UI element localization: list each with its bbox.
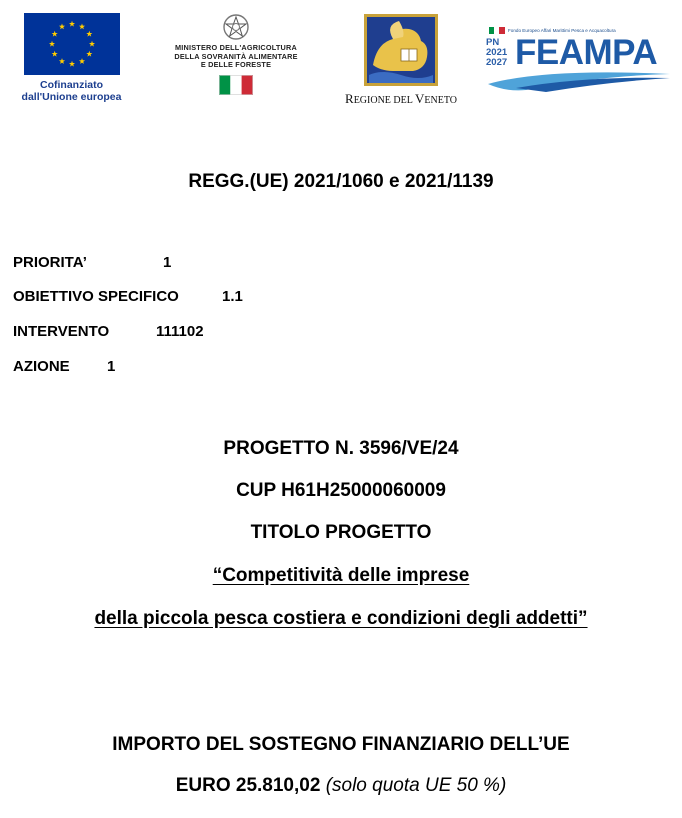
- veneto-rest-1: EGIONE DEL: [353, 95, 415, 106]
- project-title-line2: [0, 607, 682, 631]
- field-azione: [13, 358, 116, 376]
- regione-veneto-name: [336, 91, 466, 107]
- project-title-line1: [0, 564, 682, 588]
- ministero-name: [153, 44, 319, 70]
- field-obiettivo-label: OBIETTIVO SPECIFICO: [13, 288, 179, 305]
- italian-emblem-icon: [221, 12, 251, 42]
- funding-note: (solo quota UE 50 %): [325, 775, 507, 796]
- project-title-line1-text: “Competitività delle imprese: [212, 565, 470, 586]
- eu-logo: [14, 13, 129, 103]
- field-azione-label: AZIONE: [13, 358, 70, 375]
- feampa-programme: [486, 38, 514, 68]
- field-azione-value: 1: [107, 358, 116, 375]
- eu-mini-flag-icon: [489, 27, 505, 34]
- funding-amount-line: [0, 774, 682, 798]
- field-priorita-value: 1: [163, 254, 172, 271]
- field-intervento-label: INTERVENTO: [13, 323, 110, 340]
- project-number: PROGETTO N. 3596/VE/24: [223, 438, 459, 459]
- veneto-initial-r: R: [345, 91, 354, 106]
- field-priorita: [13, 254, 172, 272]
- ministero-line2: DELLA SOVRANITÀ ALIMENTARE: [174, 51, 298, 61]
- field-obiettivo-value: 1.1: [222, 288, 243, 305]
- field-obiettivo: [13, 288, 243, 306]
- eu-caption-line1: Cofinanziato: [40, 79, 103, 91]
- logo-bar: [0, 0, 682, 115]
- winged-lion-crest-icon: [363, 13, 439, 87]
- feampa-logo: [486, 22, 672, 92]
- eu-flag-icon: [24, 13, 120, 75]
- eu-caption-line2: dall'Unione europea: [21, 91, 122, 103]
- feampa-pn-label: PN: [486, 37, 500, 48]
- feampa-pn-end: 2027: [486, 57, 508, 68]
- wave-swoosh-icon: [486, 70, 672, 92]
- funding-heading: IMPORTO DEL SOSTEGNO FINANZIARIO DELL’UE: [112, 734, 570, 755]
- field-intervento: [13, 323, 204, 341]
- project-title-label: TITOLO PROGETTO: [250, 522, 432, 543]
- funding-amount: EURO 25.810,02: [175, 775, 321, 796]
- eu-caption: [14, 79, 129, 103]
- project-cup: CUP H61H25000060009: [236, 480, 446, 501]
- italian-flag-icon: [219, 75, 253, 95]
- feampa-pn-start: 2021: [486, 47, 508, 58]
- regulation-reference: REGG.(UE) 2021/1060 e 2021/1139: [188, 171, 494, 192]
- ministero-logo: [153, 12, 319, 95]
- veneto-rest-2: ENETO: [424, 95, 457, 106]
- ministero-line1: MINISTERO DELL'AGRICOLTURA: [175, 43, 297, 52]
- veneto-initial-v: V: [414, 91, 425, 106]
- feampa-fund-name: Fondo Europeo Affari Marittimi Pesca e Acquacoltura: [508, 28, 616, 33]
- ministero-line3: E DELLE FORESTE: [200, 60, 272, 69]
- field-intervento-value: 111102: [156, 323, 204, 340]
- field-priorita-label: PRIORITA’: [13, 254, 87, 271]
- feampa-wordmark: FEAMPA: [515, 33, 658, 72]
- project-title-line2-text: della piccola pesca costiera e condizioni degli addetti”: [94, 608, 588, 629]
- regione-veneto-logo: [336, 13, 466, 107]
